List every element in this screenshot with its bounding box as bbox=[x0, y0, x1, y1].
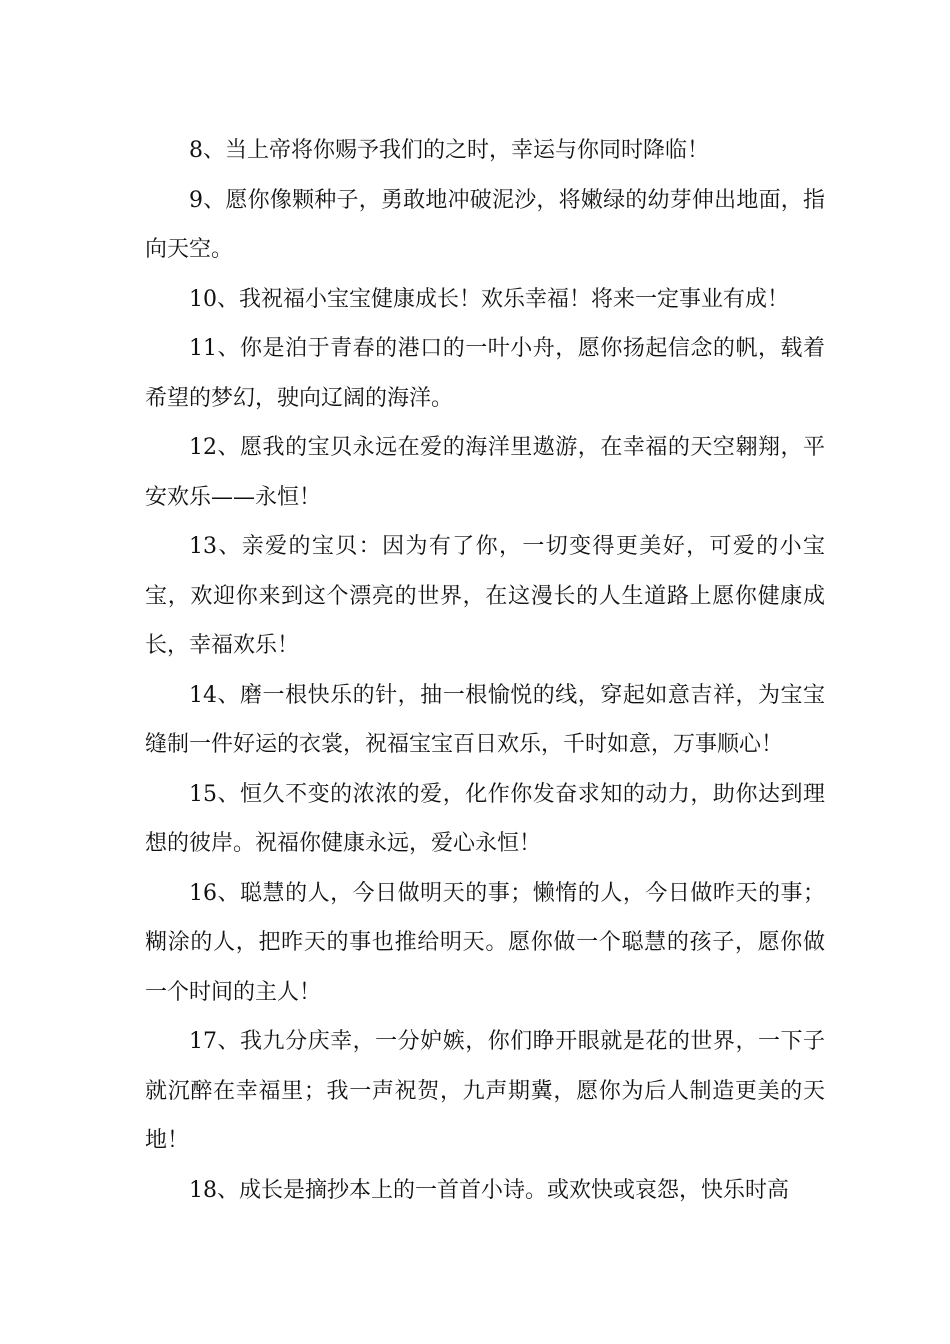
paragraph-9: 9、愿你像颗种子，勇敢地冲破泥沙，将嫩绿的幼芽伸出地面，指向天空。 bbox=[145, 187, 825, 262]
paragraph-8: 8、当上帝将你赐予我们的之时，幸运与你同时降临！ bbox=[189, 138, 709, 163]
paragraph-18: 18、成长是摘抄本上的一首首小诗。或欢快或哀怨，快乐时高 bbox=[189, 1177, 789, 1203]
paragraph-13: 13、亲爱的宝贝：因为有了你，一切变得更美好，可爱的小宝宝，欢迎你来到这个漂亮的世界，在这漫长的人生道路上愿你健康成长，幸福欢乐！ bbox=[145, 534, 825, 658]
document-body bbox=[145, 126, 825, 1215]
paragraph-10: 10、我祝福小宝宝健康成长！欢乐幸福！将来一定事业有成！ bbox=[189, 286, 789, 312]
paragraph-15: 15、恒久不变的浓浓的爱，化作你发奋求知的动力，助你达到理想的彼岸。祝福你健康永远，爱心永恒！ bbox=[145, 781, 825, 856]
paragraph-14: 14、磨一根快乐的针，抽一根愉悦的线，穿起如意吉祥，为宝宝缝制一件好运的衣裳，祝福宝宝百日欢乐，千时如意，万事顺心！ bbox=[145, 682, 825, 757]
paragraph-16: 16、聪慧的人，今日做明天的事；懒惰的人，今日做昨天的事；糊涂的人，把昨天的事也推给明天。愿你做一个聪慧的孩子，愿你做一个时间的主人！ bbox=[145, 880, 825, 1005]
paragraph-12: 12、愿我的宝贝永远在爱的海洋里遨游，在幸福的天空翱翔，平安欢乐——永恒！ bbox=[145, 435, 825, 510]
paragraph-17: 17、我九分庆幸，一分妒嫉，你们睁开眼就是花的世界，一下子就沉醉在幸福里；我一声祝贺，九声期冀，愿你为后人制造更美的天地！ bbox=[145, 1029, 825, 1153]
paragraph-11: 11、你是泊于青春的港口的一叶小舟，愿你扬起信念的帆，载着希望的梦幻，驶向辽阔的海洋。 bbox=[145, 336, 825, 411]
